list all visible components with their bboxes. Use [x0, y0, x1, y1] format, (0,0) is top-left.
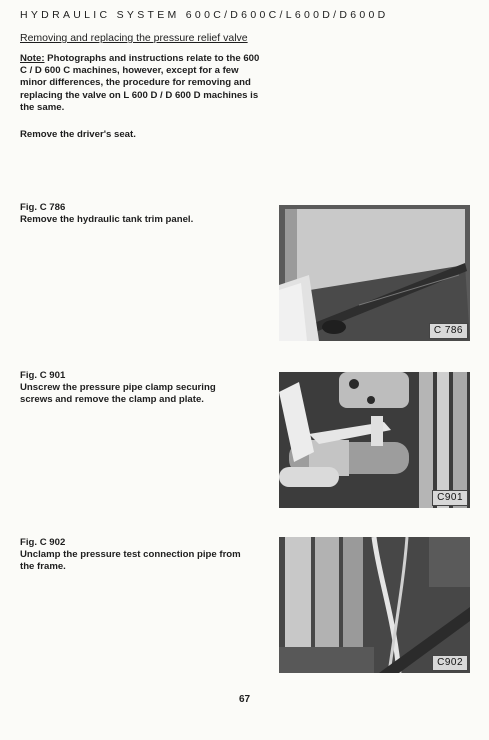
figure-3-title: Fig. C 902: [20, 537, 66, 548]
figure-1-title: Fig. C 786: [20, 202, 66, 213]
test-connection-pipe-photo: [279, 537, 470, 673]
figure-2-caption: [20, 370, 250, 407]
figure-2-photo: [279, 372, 470, 508]
figure-3-label: C902: [432, 655, 468, 671]
figure-3-text: Unclamp the pressure test connection pipe from the frame.: [20, 549, 241, 573]
note-text: Photographs and instructions relate to the 600 C / D 600 C machines, however, except for a few minor differences, the procedure for removing and replacing the valve on L 600 D / D 600 D machines is the same.: [20, 53, 260, 113]
figure-1-label: C 786: [429, 323, 468, 339]
figure-2-label: C901: [432, 490, 468, 506]
step-remove-seat: Remove the driver's seat.: [20, 129, 136, 140]
figure-2-text: Unscrew the pressure pipe clamp securing screws and remove the clamp and plate.: [20, 382, 216, 406]
figure-3-photo: [279, 537, 470, 673]
figure-2-title: Fig. C 901: [20, 370, 66, 381]
tank-panel-photo: [279, 205, 470, 341]
section-title: Removing and replacing the pressure relief valve: [20, 32, 248, 44]
note-paragraph: [20, 53, 265, 114]
figure-1-photo: [279, 205, 470, 341]
page-number: 67: [238, 694, 251, 705]
figure-3-caption: [20, 537, 250, 574]
figure-1-caption: [20, 202, 250, 226]
figure-1-text: Remove the hydraulic tank trim panel.: [20, 214, 194, 226]
pressure-pipe-clamp-photo: [279, 372, 470, 508]
note-label: Note:: [20, 53, 45, 64]
page-header: HYDRAULIC SYSTEM 600C/D600C/L600D/D600D: [20, 9, 389, 21]
